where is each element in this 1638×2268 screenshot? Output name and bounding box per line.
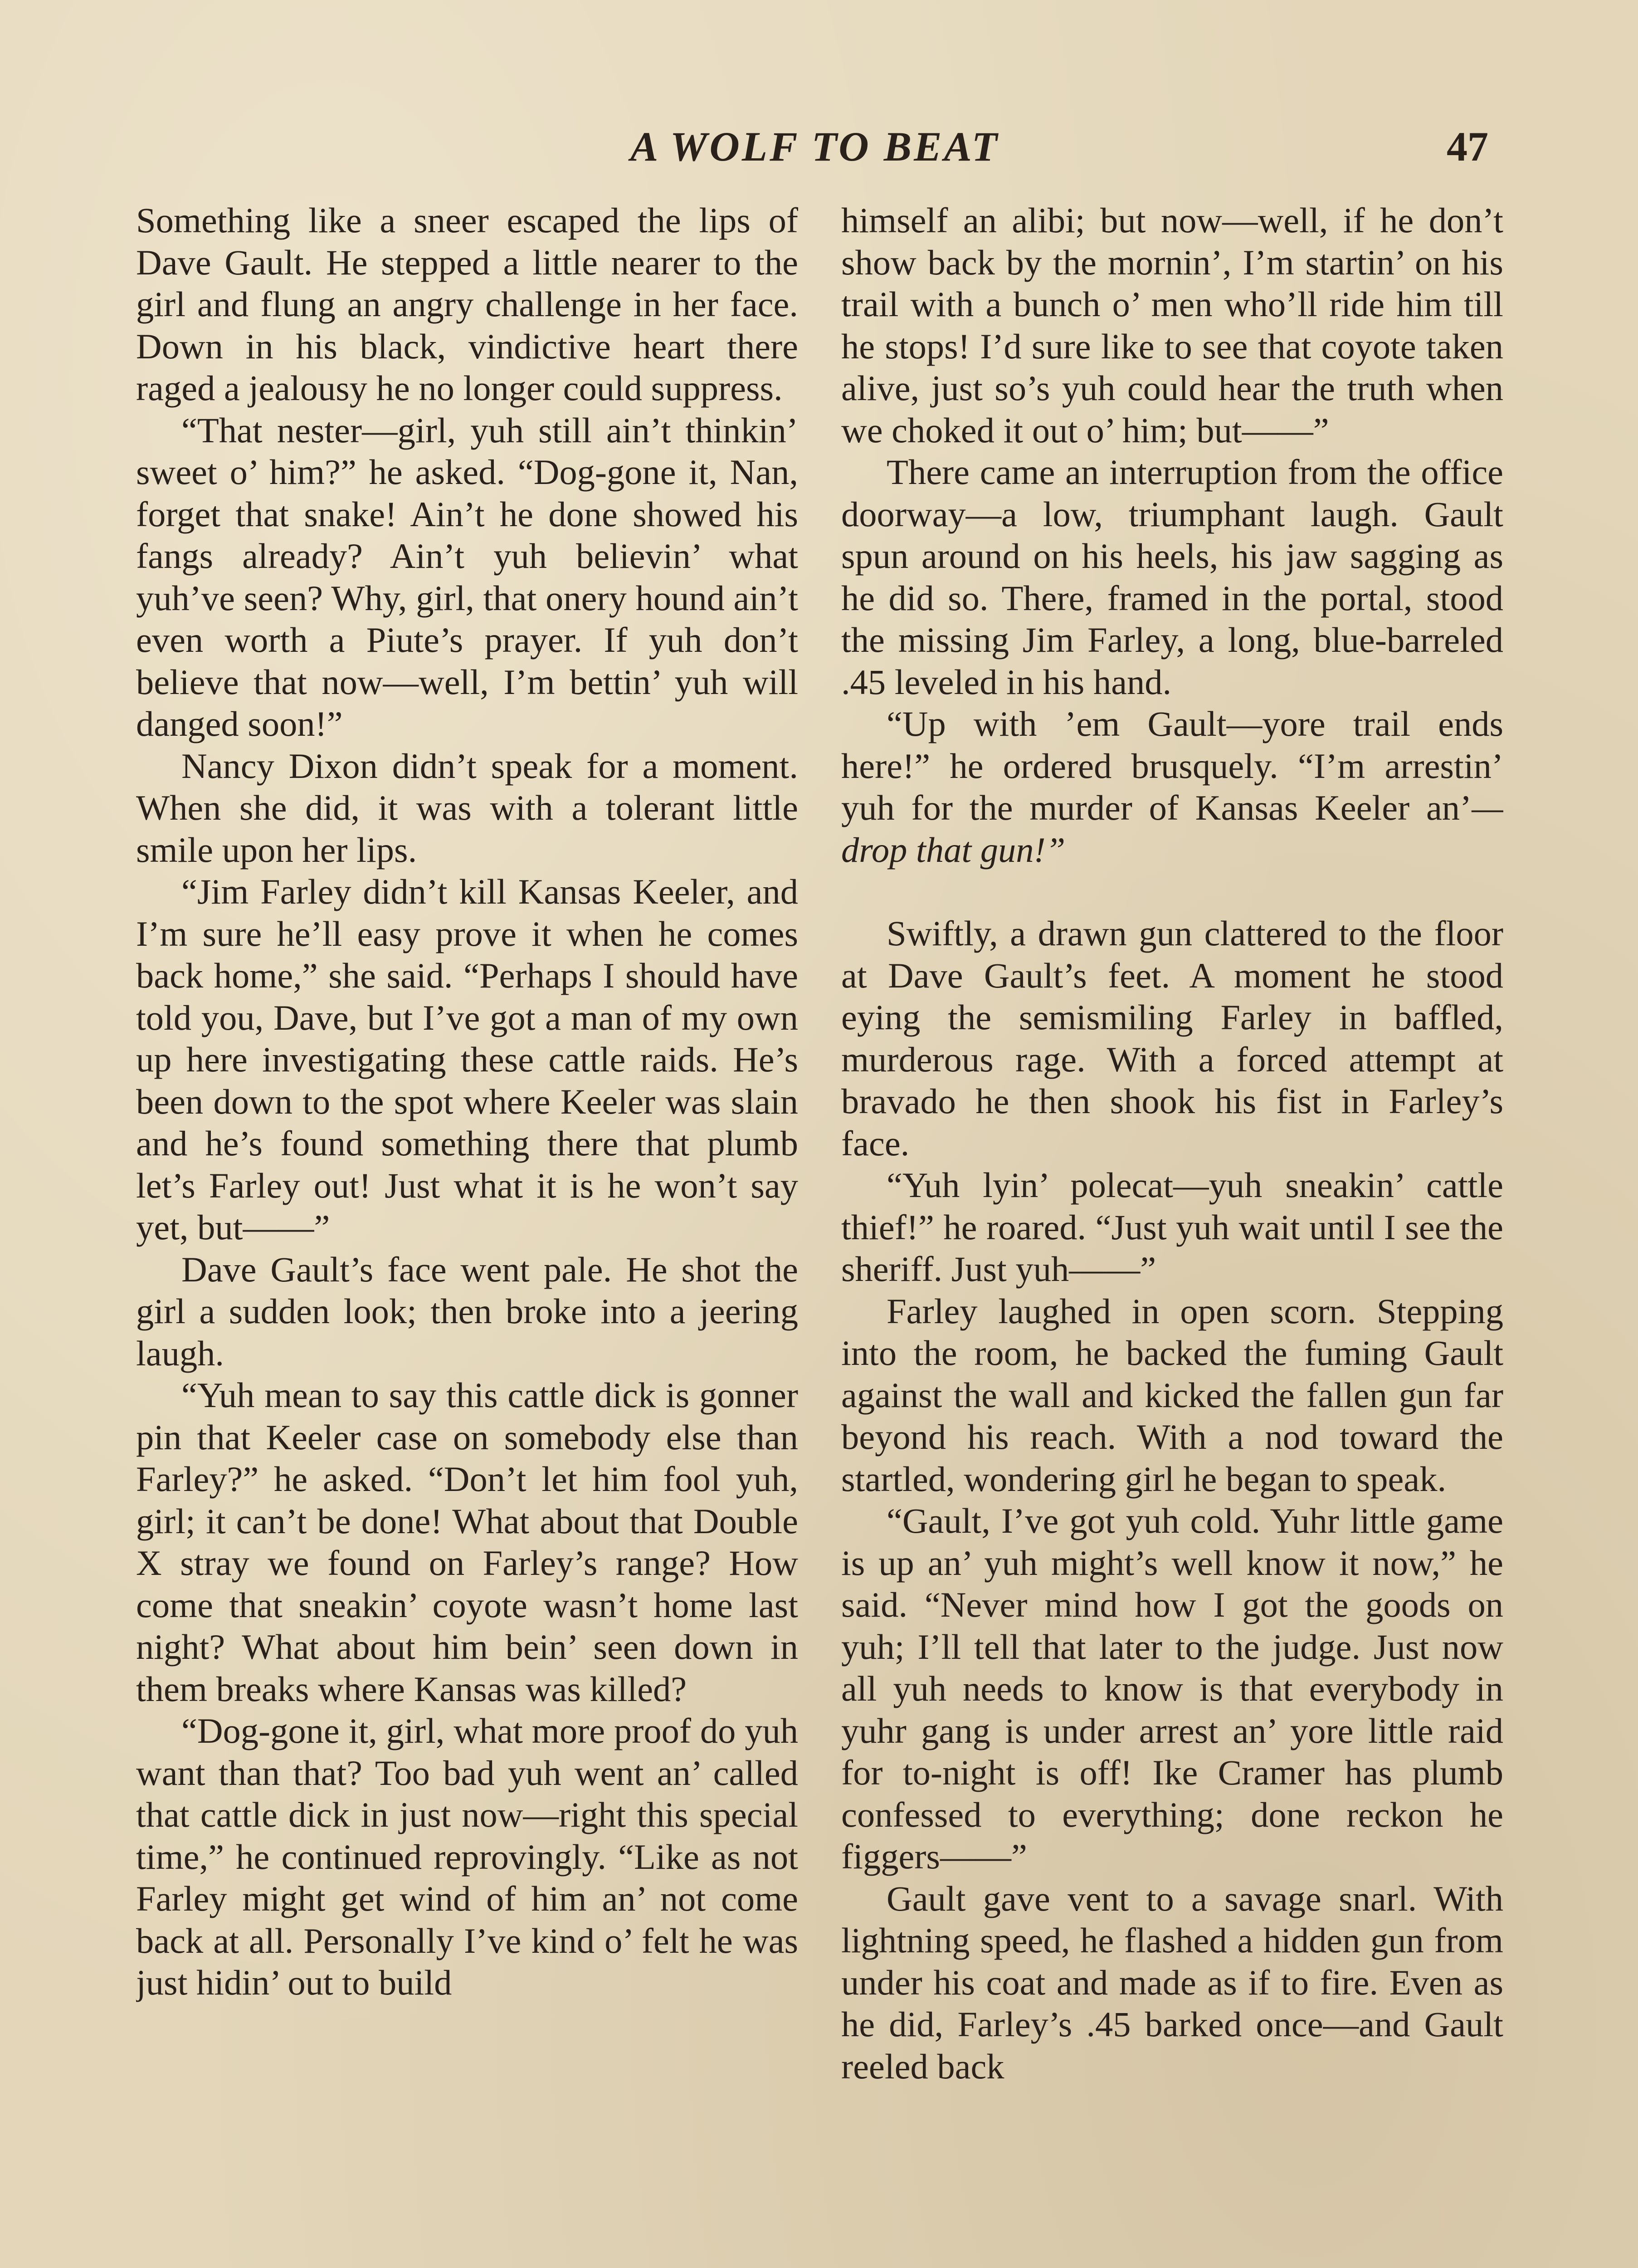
paragraph: Nancy Dixon didn’t speak for a moment. When she did, it was with a tolerant little smile upon her lips. bbox=[136, 746, 798, 870]
paragraph: Something like a sneer escaped the lips of Dave Gault. He stepped a little nearer to the girl and flung an angry challenge in her face. Down in his black, vindictive heart there raged a jealousy he no longer could suppress. bbox=[136, 200, 798, 408]
page-number: 47 bbox=[1447, 123, 1488, 170]
paragraph: “Dog-gone it, girl, what more proof do yuh want than that? Too bad yuh went an’ called that cattle dick in just now—right this special time,” he continued reprovingly. “Like as not Farley might get wind of him an’ not come back at all. Personally I’ve kind o’ felt he was just hidin’ out to build bbox=[136, 1711, 798, 2002]
right-text-column bbox=[841, 200, 1503, 2087]
paragraph: “Yuh lyin’ polecat—yuh sneakin’ cattle thief!” he roared. “Just yuh wait until I see the sheriff. Just yuh——” bbox=[841, 1165, 1503, 1289]
paragraph: “Jim Farley didn’t kill Kansas Keeler, and I’m sure he’ll easy prove it when he comes back home,” she said. “Perhaps I should have told you, Dave, but I’ve got a man of my own up here investigating these cattle raids. He’s been down to the spot where Keeler was slain and he’s found something there that plumb let’s Farley out! Just what it is he won’t say yet, but——” bbox=[136, 872, 798, 1247]
paragraph: himself an alibi; but now—well, if he don’t show back by the mornin’, I’m startin’ on his trail with a bunch o’ men who’ll ride him till he stops! I’d sure like to see that coyote taken alive, just so’s yuh could hear the truth when we choked it out o’ him; but——” bbox=[841, 200, 1503, 450]
paragraph bbox=[841, 703, 1503, 871]
left-text-column bbox=[136, 200, 798, 2004]
paragraph: “That nester—girl, yuh still ain’t thinkin’ sweet o’ him?” he asked. “Dog-gone it, Nan, forget that snake! Ain’t he done showed his fangs already? Ain’t yuh believin’ what yuh’ve seen? Why, girl, that onery hound ain’t even worth a Piute’s prayer. If yuh don’t believe that now—well, I’m bettin’ yuh will danged soon!” bbox=[136, 410, 798, 743]
paragraph: Dave Gault’s face went pale. He shot the girl a sudden look; then broke into a jeering laugh. bbox=[136, 1249, 798, 1373]
italic-dialogue-text: —drop that gun!” bbox=[841, 788, 1503, 870]
paragraph: “Gault, I’ve got yuh cold. Yuhr little game is up an’ yuh might’s well know it now,” he said. “Never mind how I got the goods on yuh; I’ll tell that later to the judge. Just now all yuh needs to know is that everybody in yuhr gang is under arrest an’ yore little raid for to-night is off! Ike Cramer has plumb confessed to everything; done reckon he figgers——” bbox=[841, 1501, 1503, 1876]
paragraph: Swiftly, a drawn gun clattered to the floor at Dave Gault’s feet. A moment he stood eying the semismiling Farley in baffled, murderous rage. With a forced attempt at bravado he then shook his fist in Farley’s face. bbox=[841, 914, 1503, 1163]
paragraph: Farley laughed in open scorn. Stepping into the room, he backed the fuming Gault against the wall and kicked the fallen gun far beyond his reach. With a nod toward the startled, wondering girl he began to speak. bbox=[841, 1291, 1503, 1499]
paragraph: Gault gave vent to a savage snarl. With lightning speed, he flashed a hidden gun from under his coat and made as if to fire. Even as he did, Farley’s .45 barked once—and Gault reeled back bbox=[841, 1878, 1503, 2086]
dialogue-text: “Up with ’em Gault—yore trail ends here!” he ordered brusquely. “I’m arrestin’ yuh for the murder of Kansas Keeler an’ bbox=[841, 704, 1503, 827]
running-head-title: A WOLF TO BEAT bbox=[630, 123, 999, 170]
paragraph: “Yuh mean to say this cattle dick is gonner pin that Keeler case on somebody else than Farley?” he asked. “Don’t let him fool yuh, girl; it can’t be done! What about that Double X stray we found on Farley’s range? How come that sneakin’ coyote wasn’t home last night? What about him bein’ seen down in them breaks where Kansas was killed? bbox=[136, 1375, 798, 1709]
paragraph: There came an interruption from the office doorway—a low, triumphant laugh. Gault spun around on his heels, his jaw sagging as he did so. There, framed in the portal, stood the missing Jim Farley, a long, blue-barreled .45 leveled in his hand. bbox=[841, 452, 1503, 702]
